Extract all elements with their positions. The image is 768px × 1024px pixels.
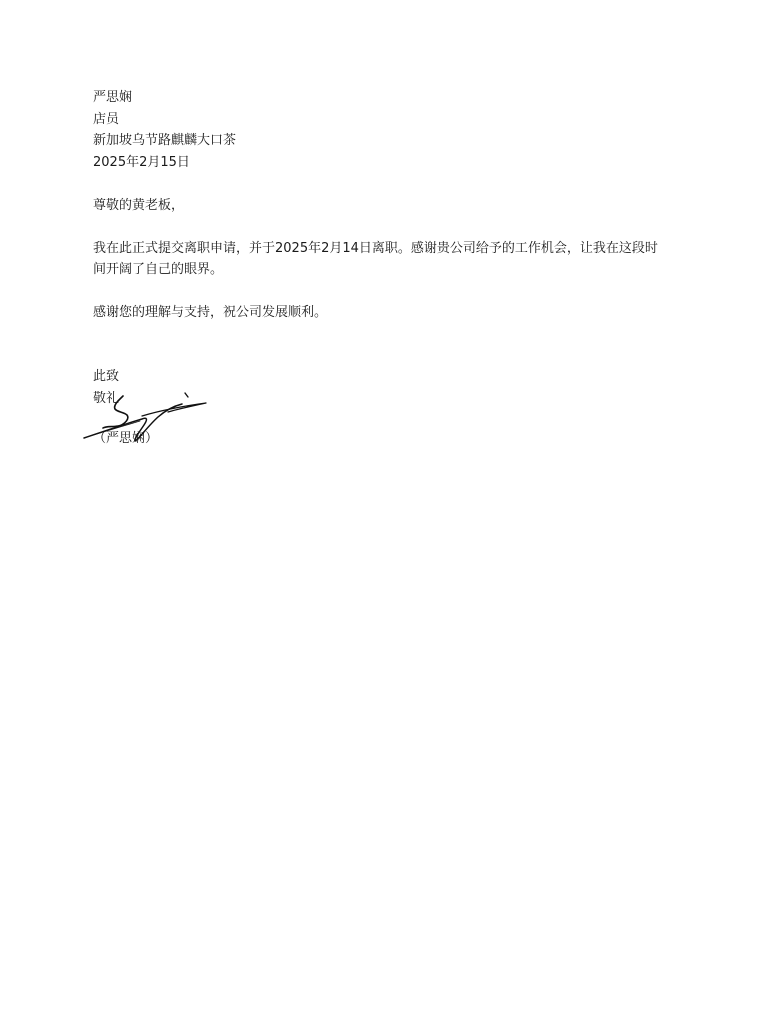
spacer	[93, 173, 683, 195]
sender-company: 新加坡乌节路麒麟大口茶	[93, 133, 237, 148]
closing-line-1: 此致	[93, 369, 120, 384]
body-paragraph-2: 感谢您的理解与支持，祝公司发展顺利。	[93, 304, 328, 320]
printed-name: （严思娴）	[93, 431, 159, 446]
closing-line-2: 敬礼	[93, 390, 120, 406]
spacer	[93, 281, 683, 302]
salutation: 尊敬的黄老板，	[93, 198, 185, 213]
sender-name: 严思娴	[93, 90, 133, 105]
body-paragraph-1: 我在此正式提交离职申请，并于2025年2月14日离职。感谢贵公司给予的工作机会，让我在这段时间开阔了自己的眼界。	[93, 240, 658, 277]
sender-position: 店员	[93, 111, 120, 127]
letter-date: 2025年2月15日	[93, 154, 190, 170]
spacer	[93, 323, 683, 366]
handwritten-signature	[82, 388, 212, 446]
spacer	[93, 217, 683, 238]
